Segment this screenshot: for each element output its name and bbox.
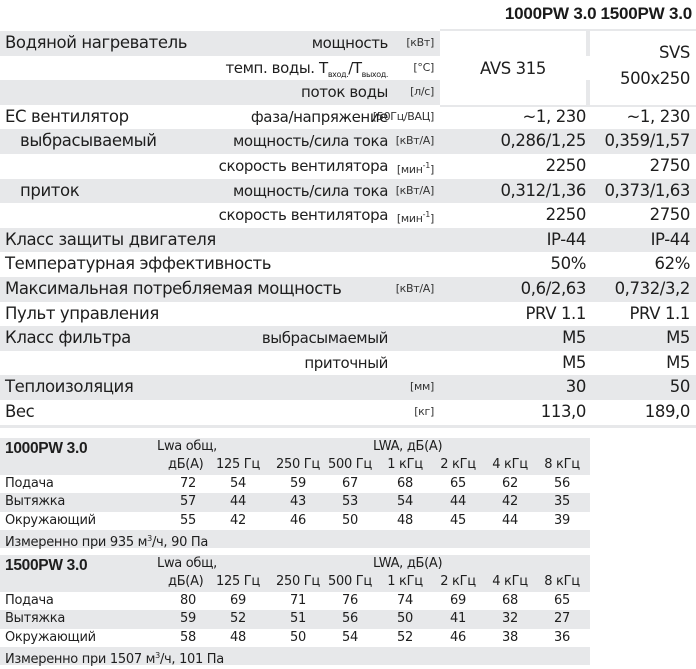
band-label: 250 Гц — [276, 574, 320, 589]
value-1000pw: 30 — [565, 377, 586, 397]
row-unit: [мин$^{-1}$] — [396, 210, 434, 226]
measurement-note: Измеренно при 935 $м^3/ч$, 90 Па — [5, 533, 209, 550]
band-label: 8 кГц — [544, 574, 580, 589]
noise-value: 27 — [554, 611, 570, 627]
model-header — [501, 4, 692, 24]
band-label: 2 кГц — [440, 574, 476, 589]
total-header: Lwa общ, — [157, 439, 217, 454]
noise-value: 71 — [290, 593, 306, 608]
noise-value: 32 — [502, 611, 518, 627]
value-1000pw: IP-44 — [546, 229, 586, 249]
value-1500pw: PRV 1.1 — [629, 303, 690, 323]
row-unit: [кВт/А] — [395, 134, 434, 148]
heater-value-1000pw: AVS 315 — [440, 31, 586, 105]
row-unit: [кг] — [414, 404, 434, 418]
noise-value: 74 — [397, 593, 413, 608]
noise-value: 68 — [397, 476, 413, 491]
row-label: Водяной нагреватель — [5, 33, 188, 52]
band-label: 125 Гц — [216, 457, 260, 472]
noise-value: 50 — [290, 629, 306, 645]
band-label: 4 кГц — [492, 574, 528, 589]
value-1500pw: ~1, 230 — [626, 106, 690, 126]
noise-value: 43 — [290, 494, 306, 510]
spec-row — [0, 179, 696, 204]
value-1000pw: 0,312/1,36 — [500, 180, 586, 200]
noise-total: 58 — [180, 629, 196, 645]
noise-value: 44 — [502, 512, 518, 528]
noise-value: 65 — [450, 476, 466, 491]
noise-value: 44 — [230, 494, 246, 510]
noise-value: 54 — [230, 476, 246, 491]
noise-value: 48 — [397, 512, 413, 528]
spec-row — [0, 375, 696, 400]
band-label: 2 кГц — [440, 457, 476, 472]
noise-table-title: 1000PW 3.0 — [5, 440, 88, 457]
row-label: Теплоизоляция — [5, 377, 134, 397]
value-1500pw: IP-44 — [650, 229, 690, 249]
row-param: скорость вентилятора — [218, 156, 388, 175]
noise-value: 59 — [290, 476, 306, 491]
band-label: 1 кГц — [387, 574, 423, 589]
noise-row-label: Вытяжка — [5, 494, 66, 510]
noise-value: 69 — [450, 593, 466, 608]
total-header-unit: дБ(А) — [168, 457, 204, 472]
noise-row-label: Подача — [5, 593, 54, 608]
value-1000pw: 2250 — [545, 205, 586, 225]
row-param: мощность — [311, 34, 388, 52]
noise-value: 42 — [230, 512, 246, 528]
band-header: LWA, дБ(А) — [373, 439, 443, 454]
band-label: 500 Гц — [328, 574, 372, 589]
value-1000pw: 2250 — [545, 155, 586, 175]
row-param: мощность/сила тока — [233, 132, 388, 151]
noise-table-title: 1500PW 3.0 — [5, 557, 88, 574]
spec-row — [0, 203, 696, 228]
value-1000pw: PRV 1.1 — [525, 303, 586, 323]
value-1000pw: ~1, 230 — [522, 106, 586, 126]
value-1500pw: 0,732/3,2 — [614, 278, 690, 298]
row-param: поток воды — [301, 83, 388, 102]
row-unit: [°C] — [413, 60, 434, 74]
spec-row — [0, 326, 696, 351]
value-1500pw: 189,0 — [644, 401, 690, 421]
noise-value: 62 — [502, 476, 518, 491]
row-label: Вес — [5, 401, 35, 421]
noise-total: 59 — [180, 611, 196, 627]
value-1500pw: 2750 — [649, 155, 690, 175]
row-label: EC вентилятор — [5, 106, 129, 126]
value-1500pw: M5 — [666, 328, 690, 348]
row-label: Класс фильтра — [5, 328, 131, 348]
band-label: 4 кГц — [492, 457, 528, 472]
value-1500pw: 0,373/1,63 — [604, 180, 690, 200]
noise-row — [0, 475, 590, 493]
noise-row-label: Окружающий — [5, 629, 96, 645]
value-1000pw: 50% — [550, 254, 586, 274]
value-1500pw: 62% — [654, 254, 690, 274]
noise-value: 48 — [230, 629, 246, 645]
noise-value: 35 — [554, 494, 570, 510]
row-label: приток — [20, 180, 80, 200]
noise-value: 46 — [290, 512, 306, 528]
spec-row — [0, 277, 696, 302]
noise-table-footer — [0, 530, 590, 548]
row-unit: [кВт/А] — [395, 281, 434, 295]
noise-value: 68 — [502, 593, 518, 608]
noise-value: 56 — [554, 476, 570, 491]
noise-value: 50 — [397, 611, 413, 627]
row-param: фаза/напряжение — [250, 107, 388, 126]
row-param: приточный — [304, 353, 388, 372]
noise-table-header — [0, 555, 590, 592]
noise-value: 69 — [230, 593, 246, 608]
band-label: 250 Гц — [276, 457, 320, 472]
value-1000pw: M5 — [562, 352, 586, 372]
model-1000pw: 1000PW 3.0 — [504, 4, 597, 23]
spec-row — [0, 351, 696, 376]
band-label: 1 кГц — [387, 457, 423, 472]
noise-value: 67 — [342, 476, 358, 491]
noise-value: 51 — [290, 611, 306, 627]
band-label: 500 Гц — [328, 457, 372, 472]
measurement-note: Измеренно при 1507 $м^3/ч$, 101 Па — [5, 650, 224, 667]
divider — [0, 425, 696, 428]
noise-value: 52 — [397, 629, 413, 645]
noise-row — [0, 512, 590, 530]
total-header-unit: дБ(А) — [168, 574, 204, 589]
model-1500pw: 1500PW 3.0 — [600, 4, 692, 23]
noise-row — [0, 629, 590, 647]
noise-table-footer — [0, 647, 590, 665]
value-1500pw: 50 — [669, 377, 690, 397]
spec-row — [0, 400, 696, 425]
noise-value: 38 — [502, 629, 518, 645]
row-unit: [50Гц/ВАЦ] — [372, 109, 434, 123]
total-header: Lwa общ, — [157, 556, 217, 571]
row-param: мощность/сила тока — [233, 181, 388, 200]
band-header: LWA, дБ(А) — [373, 556, 443, 571]
noise-value: 56 — [342, 611, 358, 627]
value-1000pw: 0,286/1,25 — [500, 131, 586, 151]
row-param: скорость вентилятора — [218, 206, 388, 225]
noise-value: 76 — [342, 593, 358, 608]
noise-table-1500pw — [0, 555, 590, 665]
spec-row — [0, 228, 696, 253]
noise-value: 65 — [554, 593, 570, 608]
noise-total: 57 — [180, 494, 196, 510]
noise-value: 44 — [450, 494, 466, 510]
noise-table-header — [0, 438, 590, 475]
noise-row — [0, 493, 590, 511]
divider — [440, 105, 696, 107]
row-unit: [кВт] — [406, 36, 434, 49]
row-label: Пульт управления — [5, 303, 159, 323]
noise-row-label: Окружающий — [5, 512, 96, 528]
row-unit: [мин$^{-1}$] — [396, 160, 434, 176]
spec-row — [0, 129, 696, 154]
spec-row — [0, 302, 696, 327]
spec-row — [0, 154, 696, 179]
row-label: Максимальная потребляемая мощность — [5, 278, 342, 298]
value-1500pw: 0,359/1,57 — [604, 131, 690, 151]
noise-value: 52 — [230, 611, 246, 627]
noise-value: 53 — [342, 494, 358, 510]
row-unit: [л/с] — [410, 85, 434, 99]
heater-value-1500pw: SVS 500x250 — [590, 31, 696, 105]
noise-value: 46 — [450, 629, 466, 645]
noise-total: 55 — [180, 512, 196, 528]
row-param: выбрасымаемый — [261, 329, 388, 348]
value-1500pw: M5 — [666, 352, 690, 372]
row-label: выбрасываемый — [20, 131, 157, 151]
noise-value: 39 — [554, 512, 570, 528]
spec-row — [0, 105, 696, 130]
row-param: темп. воды. $T_{вход.}/T_{выход.}$ — [225, 58, 388, 79]
noise-value: 50 — [342, 512, 358, 528]
noise-total: 80 — [180, 593, 196, 608]
noise-value: 54 — [342, 629, 358, 645]
value-1000pw: M5 — [562, 328, 586, 348]
value-1000pw: 0,6/2,63 — [520, 278, 586, 298]
band-label: 125 Гц — [216, 574, 260, 589]
noise-value: 42 — [502, 494, 518, 510]
value-1500pw: 2750 — [649, 205, 690, 225]
row-unit: [мм] — [410, 380, 434, 394]
noise-value: 36 — [554, 629, 570, 645]
row-unit: [кВт/А] — [395, 183, 434, 197]
noise-value: 45 — [450, 512, 466, 528]
row-label: Класс защиты двигателя — [5, 229, 216, 249]
row-label: Температурная эффективность — [5, 254, 272, 274]
spec-row — [0, 252, 696, 277]
noise-row-label: Вытяжка — [5, 611, 66, 627]
noise-total: 72 — [180, 476, 196, 491]
band-label: 8 кГц — [544, 457, 580, 472]
value-1000pw: 113,0 — [540, 401, 586, 421]
noise-row-label: Подача — [5, 476, 54, 491]
noise-row — [0, 610, 590, 628]
noise-table-1000pw — [0, 438, 590, 548]
noise-row — [0, 592, 590, 610]
noise-value: 54 — [397, 494, 413, 510]
noise-value: 41 — [450, 611, 466, 627]
